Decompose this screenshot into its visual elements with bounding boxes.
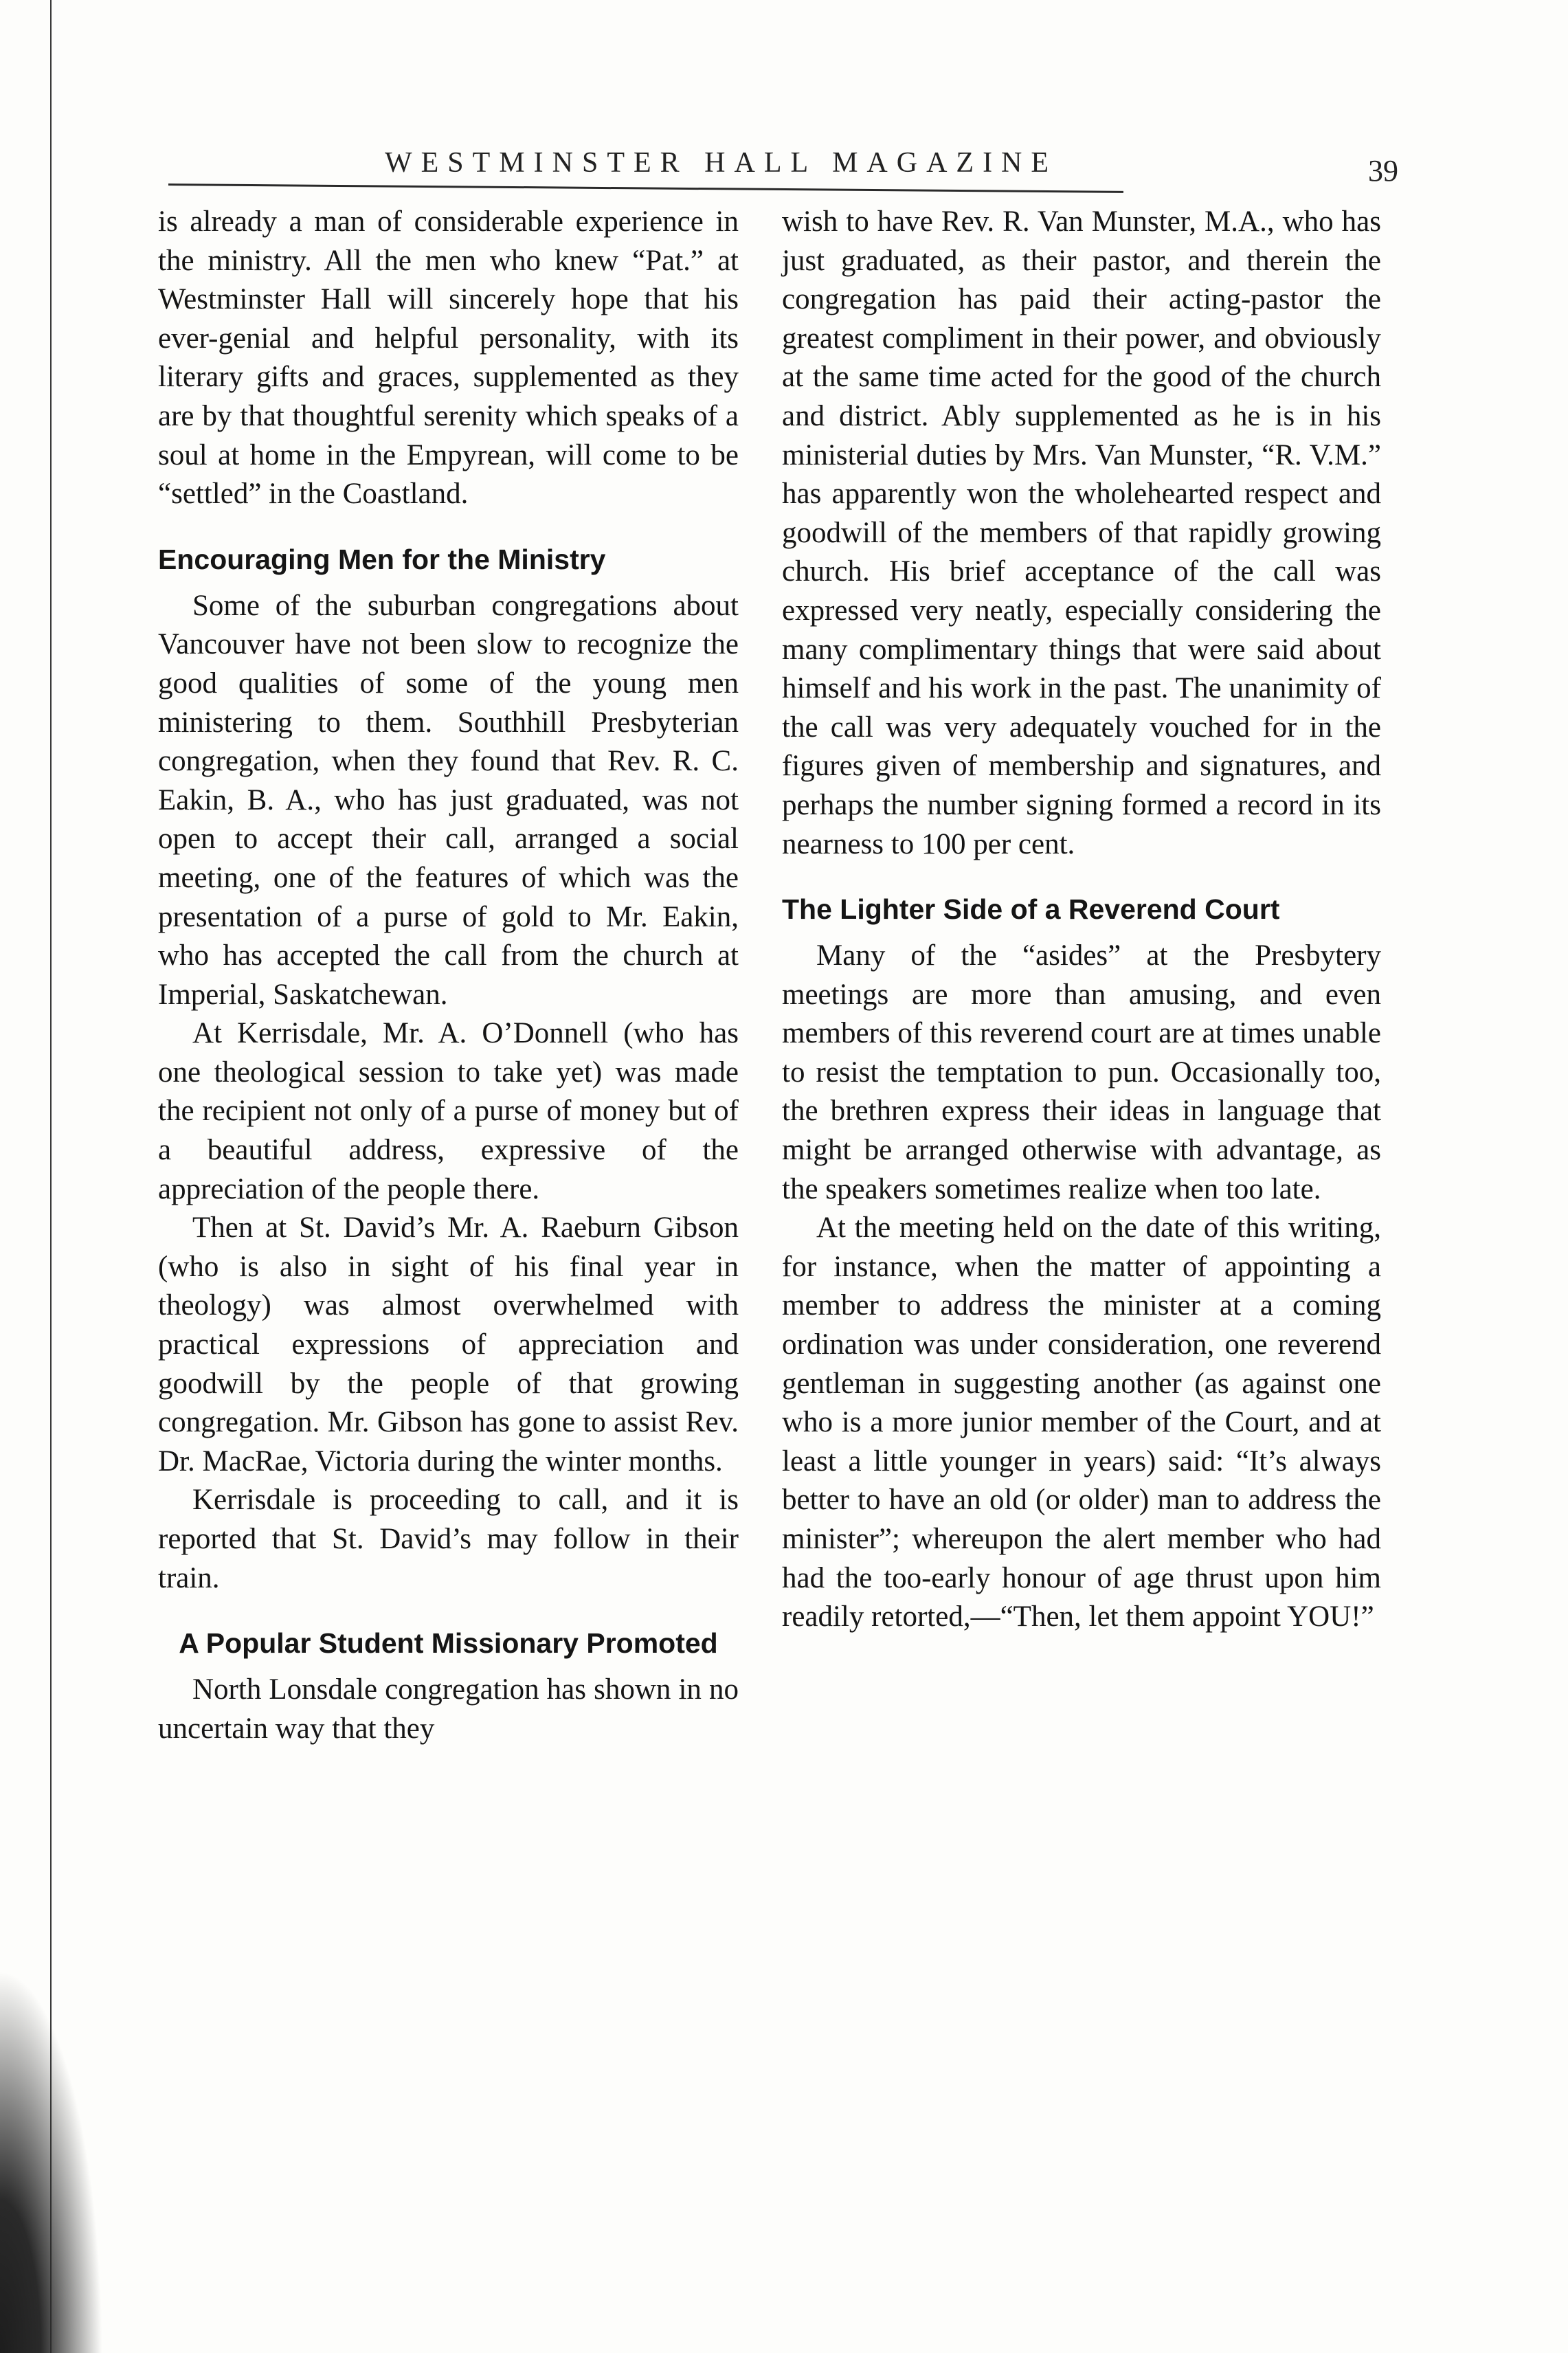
header-rule — [168, 183, 1123, 193]
article-paragraph: Many of the “asides” at the Presbytery meetings are more than amusing, and even members of this reverend court are at times unable to resist the temptation to pun. Occasionally too, the brethren express their ideas in language that might be arranged otherwise with advantage, as the speakers sometimes realize when too late. — [782, 939, 1381, 1205]
running-header — [168, 141, 1398, 203]
right-column — [782, 203, 1381, 1637]
article-paragraph: At Kerrisdale, Mr. A. O’Donnell (who has one theological session to take yet) was made the recipient not only of a purse of money but of a beautiful address, expressive of the appreciation of the people there. — [158, 1017, 739, 1205]
left-column — [158, 203, 739, 1748]
article-paragraph: wish to have Rev. R. Van Munster, M.A., who has just graduated, as their pastor, and therein the congregation has paid their acting-pastor the greatest compliment in their power, and obviously at the same time acted for the good of the church and district. Ably supplemented as he is in his ministerial duties by Mrs. Van Munster, “R. V.M.” has apparently won the wholehearted respect and goodwill of the members of that rapidly growing church. His brief acceptance of the call was expressed very neatly, especially considering the many complimentary things that were said about himself and his work in the past. The unanimity of the call was very adequately vouched for in the figures given of membership and signatures, and perhaps the number signing formed a record in its nearness to 100 per cent. — [782, 205, 1381, 860]
section-heading: A Popular Student Missionary Promoted — [179, 1627, 718, 1660]
article-paragraph: North Lonsdale congregation has shown in no uncertain way that they — [158, 1673, 739, 1745]
magazine-title: WESTMINSTER HALL MAGAZINE — [385, 147, 1058, 179]
scan-smudge — [0, 1968, 103, 2353]
page-number: 39 — [1368, 154, 1398, 188]
section-heading: Encouraging Men for the Ministry — [158, 543, 606, 575]
article-paragraph: Some of the suburban congregations about Vancouver have not been slow to recognize the good qualities of some of the young men ministering to them. Southhill Presbyterian congregation, when they found that Rev. R. C. Eakin, B. A., who has just graduated, was not open to accept their call, arranged a social meeting, one of the features of which was the presentation of a purse of gold to Mr. Eakin, who has accepted the call from the church at Imperial, Saskatchewan. — [158, 589, 739, 1011]
article-paragraph: is already a man of considerable experience in the ministry. All the men who knew “Pat.” at Westminster Hall will sincerely hope that his ever-genial and helpful personality, with its literary gifts and graces, supplemented as they are by that thoughtful serenity which speaks of a soul at home in the Empyrean, will come to be “settled” in the Coastland. — [158, 205, 739, 511]
section-heading: The Lighter Side of a Reverend Court — [782, 893, 1280, 926]
article-paragraph: Then at St. David’s Mr. A. Raeburn Gibson (who is also in sight of his final year in theology) was almost overwhelmed with practical expressions of appreciation and goodwill by the people of that growing congregation. Mr. Gibson has gone to assist Rev. Dr. MacRae, Victoria during the winter months. — [158, 1212, 739, 1477]
article-paragraph: Kerrisdale is proceeding to call, and it is reported that St. David’s may follow in their train. — [158, 1484, 739, 1594]
article-paragraph: At the meeting held on the date of this writing, for instance, when the matter of appointing a member to address the minister at a coming ordination was under consideration, one reverend gentleman in suggesting another (as against one who is a more junior member of the Court, and at least a little younger in years) said: “It’s always better to have an old (or older) man to address the minister”; whereupon the alert member who had had the too-early honour of age thrust upon him readily retorted,—“Then, let them appoint YOU!” — [782, 1212, 1381, 1633]
